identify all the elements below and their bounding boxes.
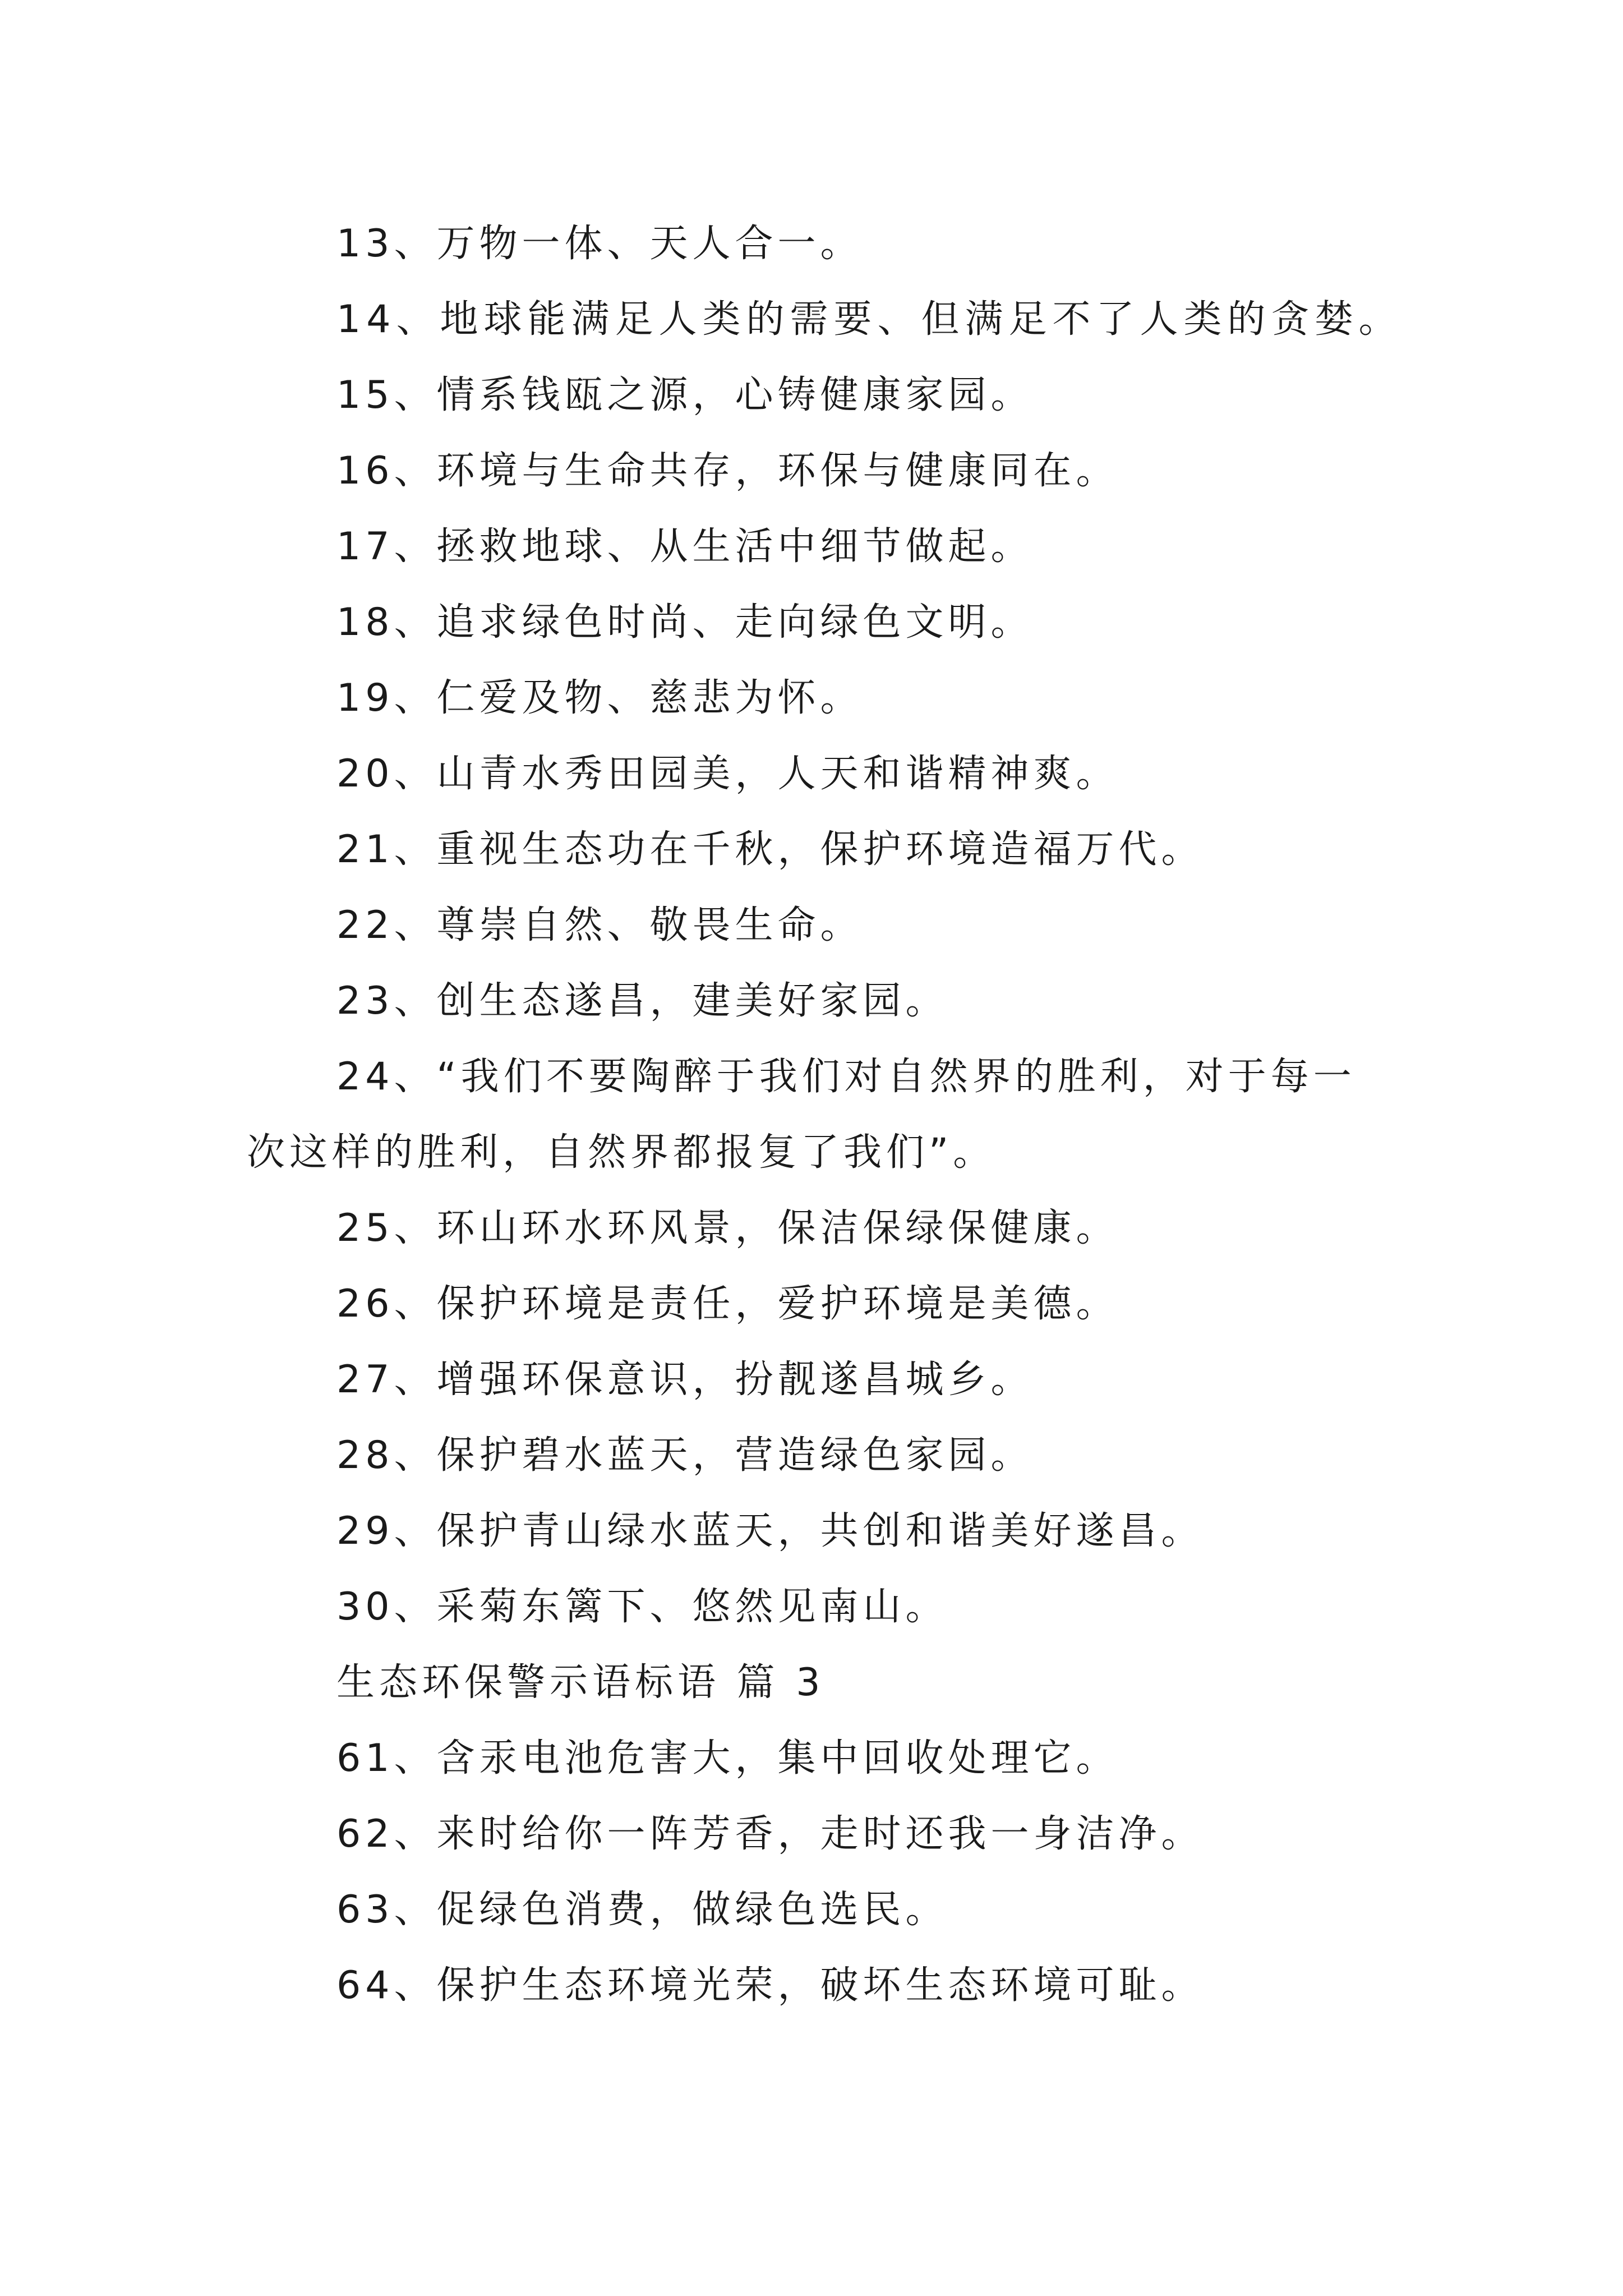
slogan-64: 64、保护生态环境光荣，破坏生态环境可耻。 [336,1963,1204,2008]
slogan-17: 17、拯救地球、从生活中细节做起。 [336,524,1034,569]
slogan-27: 27、增强环保意识，扮靓遂昌城乡。 [336,1358,1034,1402]
slogan-24-line-1: 24、“我们不要陶醉于我们对自然界的胜利，对于每一 [336,1055,1356,1099]
slogan-62: 62、来时给你一阵芳香，走时还我一身洁净。 [336,1812,1204,1856]
slogan-61: 61、含汞电池危害大，集中回收处理它。 [336,1736,1119,1780]
slogan-28: 28、保护碧水蓝天，营造绿色家园。 [336,1433,1034,1478]
slogan-18: 18、追求绿色时尚、走向绿色文明。 [336,600,1034,645]
slogan-22: 22、尊崇自然、敬畏生命。 [336,903,863,947]
slogan-16: 16、环境与生命共存，环保与健康同在。 [336,449,1119,493]
slogan-21: 21、重视生态功在千秋，保护环境造福万代。 [336,827,1204,872]
slogan-30: 30、采菊东篱下、悠然见南山。 [336,1585,948,1629]
slogan-26: 26、保护环境是责任，爱护环境是美德。 [336,1282,1119,1326]
slogan-23: 23、创生态遂昌，建美好家园。 [336,979,948,1023]
slogan-13: 13、万物一体、天人合一。 [336,222,863,266]
slogan-15: 15、情系钱瓯之源，心铸健康家园。 [336,373,1034,417]
slogan-29: 29、保护青山绿水蓝天，共创和谐美好遂昌。 [336,1509,1204,1553]
slogan-14: 14、地球能满足人类的需要、但满足不了人类的贪婪。 [336,297,1403,342]
slogan-63: 63、促绿色消费，做绿色选民。 [336,1888,948,1932]
slogan-19: 19、仁爱及物、慈悲为怀。 [336,676,863,720]
slogan-25: 25、环山环水环风景，保洁保绿保健康。 [336,1206,1119,1250]
slogan-24-line-2: 次这样的胜利，自然界都报复了我们”。 [247,1130,996,1175]
slogan-20: 20、山青水秀田园美，人天和谐精神爽。 [336,752,1119,796]
section-heading: 生态环保警示语标语 篇 3 [336,1660,825,1705]
